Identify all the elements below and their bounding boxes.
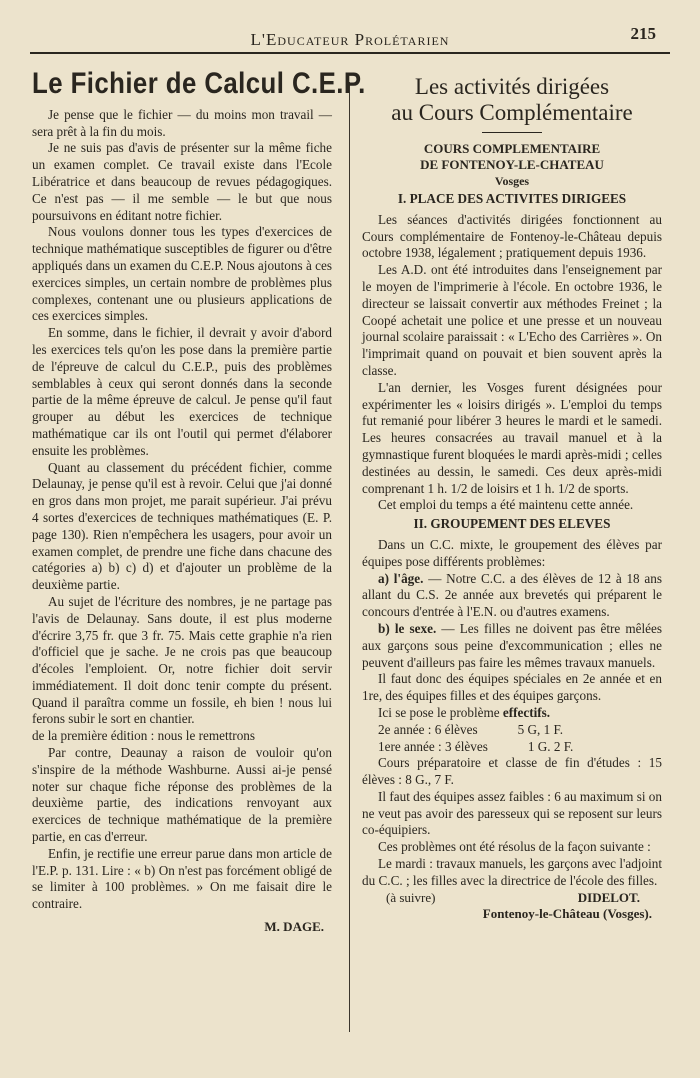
right-paragraph: L'an dernier, les Vosges furent désignées pour expérimenter les « loisirs dirigés ». L'emploi du temps fut remanié pour libérer 3 heures le mardi et le samedi. Les heures consacrées au travail manuel et à la gymnastique furent bloquées le mardi après-midi ; celles destinées au dessin, le samedi. Ces deux après-midi comprenant 1 h. 1/2 de loisirs et 1 h. 1/2 de sports. — [362, 379, 662, 496]
left-signature: M. DAGE. — [264, 919, 324, 935]
left-paragraph: Par contre, Deaunay a raison de vouloir qu'on s'inspire de la méthode Washburne. Aussi ai-je pensé noter sur chaque fiche réponse des problèmes de la deuxième partie, des indications renvoyant aux exercices de technique mathématique de la première partie, en cas d'erreur. — [32, 745, 332, 845]
age-label: a) l'âge. — [378, 570, 424, 586]
running-header — [30, 22, 670, 56]
left-paragraph: de la première édition : nous le remettrons — [32, 728, 256, 744]
left-article — [32, 64, 366, 936]
subtitle-line1: COURS COMPLEMENTAIRE — [423, 141, 601, 156]
section2-heading: II. GROUPEMENT DES ELEVES — [413, 516, 611, 532]
list-label: 2e année : 6 élèves — [378, 721, 478, 737]
header-rule — [30, 52, 670, 54]
left-paragraph: En somme, dans le fichier, il devrait y avoir d'abord les exercices tels qu'on les pose dans la première partie de l'épreuve de calcul du C.E.P., puis des problèmes semblables à ceux qui seront donnés dans la seconde partie de la même épreuve de calcul. Je pense qu'il faut grouper au début les exercices de technique mathématique car ils ont l'outil qui permet d'élaborer ensuite les problèmes. — [32, 325, 332, 458]
list-item — [362, 739, 662, 756]
subtitle-line3: Vosges — [494, 174, 530, 188]
signature-name: DIDELOT. — [577, 889, 640, 905]
left-article-title: Le Fichier de Calcul C.E.P. — [32, 67, 366, 100]
right-article — [362, 64, 662, 923]
list-value: 1 G. 2 F. — [527, 738, 574, 754]
list-item — [362, 722, 662, 739]
left-paragraph: Au sujet de l'écriture des nombres, je ne partage pas l'avis de Delaunay. Sans doute, il est plus moderne d'écrire 3,75 fr. que 3 fr. 75. Mais cette graphie n'a rien d'officiel que je sache. Je ne crois pas que beaucoup d'écoles l'emploient. Or, notre fichier doit servir immédiatement. Il doit donc tenir compte du présent. Quand il paraîtra comme un fossile, eh bien ! nous lui ferons subir le sort en chantier. — [32, 593, 332, 727]
effectifs-label: effectifs. — [502, 704, 551, 720]
page-number: 215 — [630, 24, 656, 43]
left-paragraph: Enfin, je rectifie une erreur parue dans mon article de l'E.P. p. 131. Lire : « b) On n'est pas forcément obligé de se limiter à 100 problèmes. » On me faisait dire le contraire. — [32, 845, 332, 912]
right-paragraph: Dans un C.C. mixte, le groupement des élèves par équipes pose différents problèmes: — [362, 536, 662, 569]
subtitle-line2: DE FONTENOY-LE-CHATEAU — [420, 157, 604, 172]
age-text: — Notre C.C. a des élèves de 12 à 18 ans allant du C.S. 2e année aux brevetés qui préparent le concours d'entrée à l'E.N. ou d'autres examens. — [362, 570, 663, 620]
sexe-text: — Les filles ne doivent pas être mêlées aux garçons sous peine d'excommunication ; elles ne peuvent d'ailleurs pas faire les mêmes travaux manuels. — [362, 620, 662, 670]
left-paragraph: Nous voulons donner tous les types d'exercices de technique mathématique susceptibles de figurer ou d'être appliqués dans un examen du C.E.P. Nous ajoutons à ces exercices simples, un certain nombre de problèmes plus complexes, contenant une ou plusieurs applications de ces exercices simples. — [32, 224, 332, 324]
right-paragraph: Cours préparatoire et classe de fin d'études : 15 élèves : 8 G., 7 F. — [362, 755, 662, 788]
right-paragraph: Il faut des équipes assez faibles : 6 au maximum si on ne veut pas avoir des paresseux qui se reposent sur leurs co-équipiers. — [362, 788, 662, 838]
right-paragraph: Le mardi : travaux manuels, les garçons avec l'adjoint du C.C. ; les filles avec la directrice de l'école des filles. — [362, 856, 662, 888]
effectifs-intro: Ici se pose le problème — [378, 704, 500, 720]
age-paragraph — [362, 571, 662, 621]
right-title-line2: au Cours Complémentaire — [391, 100, 633, 125]
sexe-label: b) le sexe. — [378, 620, 437, 636]
left-paragraph: Je pense que le fichier — du moins mon travail — sera prêt à la fin du mois. — [32, 106, 332, 139]
right-signature — [362, 890, 662, 924]
list-value: 5 G, 1 F. — [517, 721, 564, 737]
right-paragraph: Les A.D. ont été introduites dans l'enseignement par le moyen de l'imprimerie à l'école. En octobre 1936, le directeur se laissait convertir aux méthodes Freinet ; la Coopé achetait une police et une presse et un nouveau journal scolaire paraissait : « L'Echo des Carrières ». On l'imprimait quand on pouvait et bien souvent après la classe. — [362, 262, 662, 378]
column-divider — [349, 82, 350, 1032]
a-suivre: (à suivre) — [386, 889, 436, 905]
signature-place: Fontenoy-le-Château (Vosges). — [482, 906, 652, 922]
right-title-line1: Les activités dirigées — [414, 74, 610, 99]
left-paragraph: Quant au classement du précédent fichier, comme Delaunay, je pense qu'il est à revoir. Celui que j'ai donné en gros dans mon projet, me parait supérieur. J'ai prévu 4 sortes d'exercices de techniques mathématiques (E. P. page 130). Rien n'empêchera les usagers, pour avoir un examen complet, de prendre une fiche dans chacune des catégories a) b) c) d) et d'ajouter un problème de la deuxième partie. — [32, 459, 332, 593]
right-paragraph: Ces problèmes ont été résolus de la façon suivante : — [378, 839, 651, 855]
right-paragraph: Il faut donc des équipes spéciales en 2e année et en 1re, des équipes filles et des équipes garçons. — [362, 671, 662, 704]
title-rule — [482, 132, 542, 133]
left-paragraph: Je ne suis pas d'avis de présenter sur la même fiche un examen complet. Ce travail existe dans l'Ecole Libératrice et dans beaucoup de revues pédagogiques. Ce n'est pas — il me semble — le but que nous poursuivons en éditant notre fichier. — [32, 140, 332, 223]
right-paragraph: Les séances d'activités dirigées fonctionnent au Cours complémentaire de Fontenoy-le-Château depuis octobre 1938, légalement ; pratiquement depuis 1936. — [362, 211, 662, 261]
effectifs-paragraph — [362, 705, 662, 722]
list-label: 1ere année : 3 élèves — [378, 738, 488, 754]
sexe-paragraph — [362, 621, 662, 671]
right-article-title — [362, 74, 662, 126]
journal-title: L'Educateur Prolétarien — [250, 30, 450, 49]
right-paragraph: Cet emploi du temps a été maintenu cette année. — [378, 497, 634, 513]
section1-heading: I. PLACE DES ACTIVITES DIRIGEES — [397, 191, 627, 206]
